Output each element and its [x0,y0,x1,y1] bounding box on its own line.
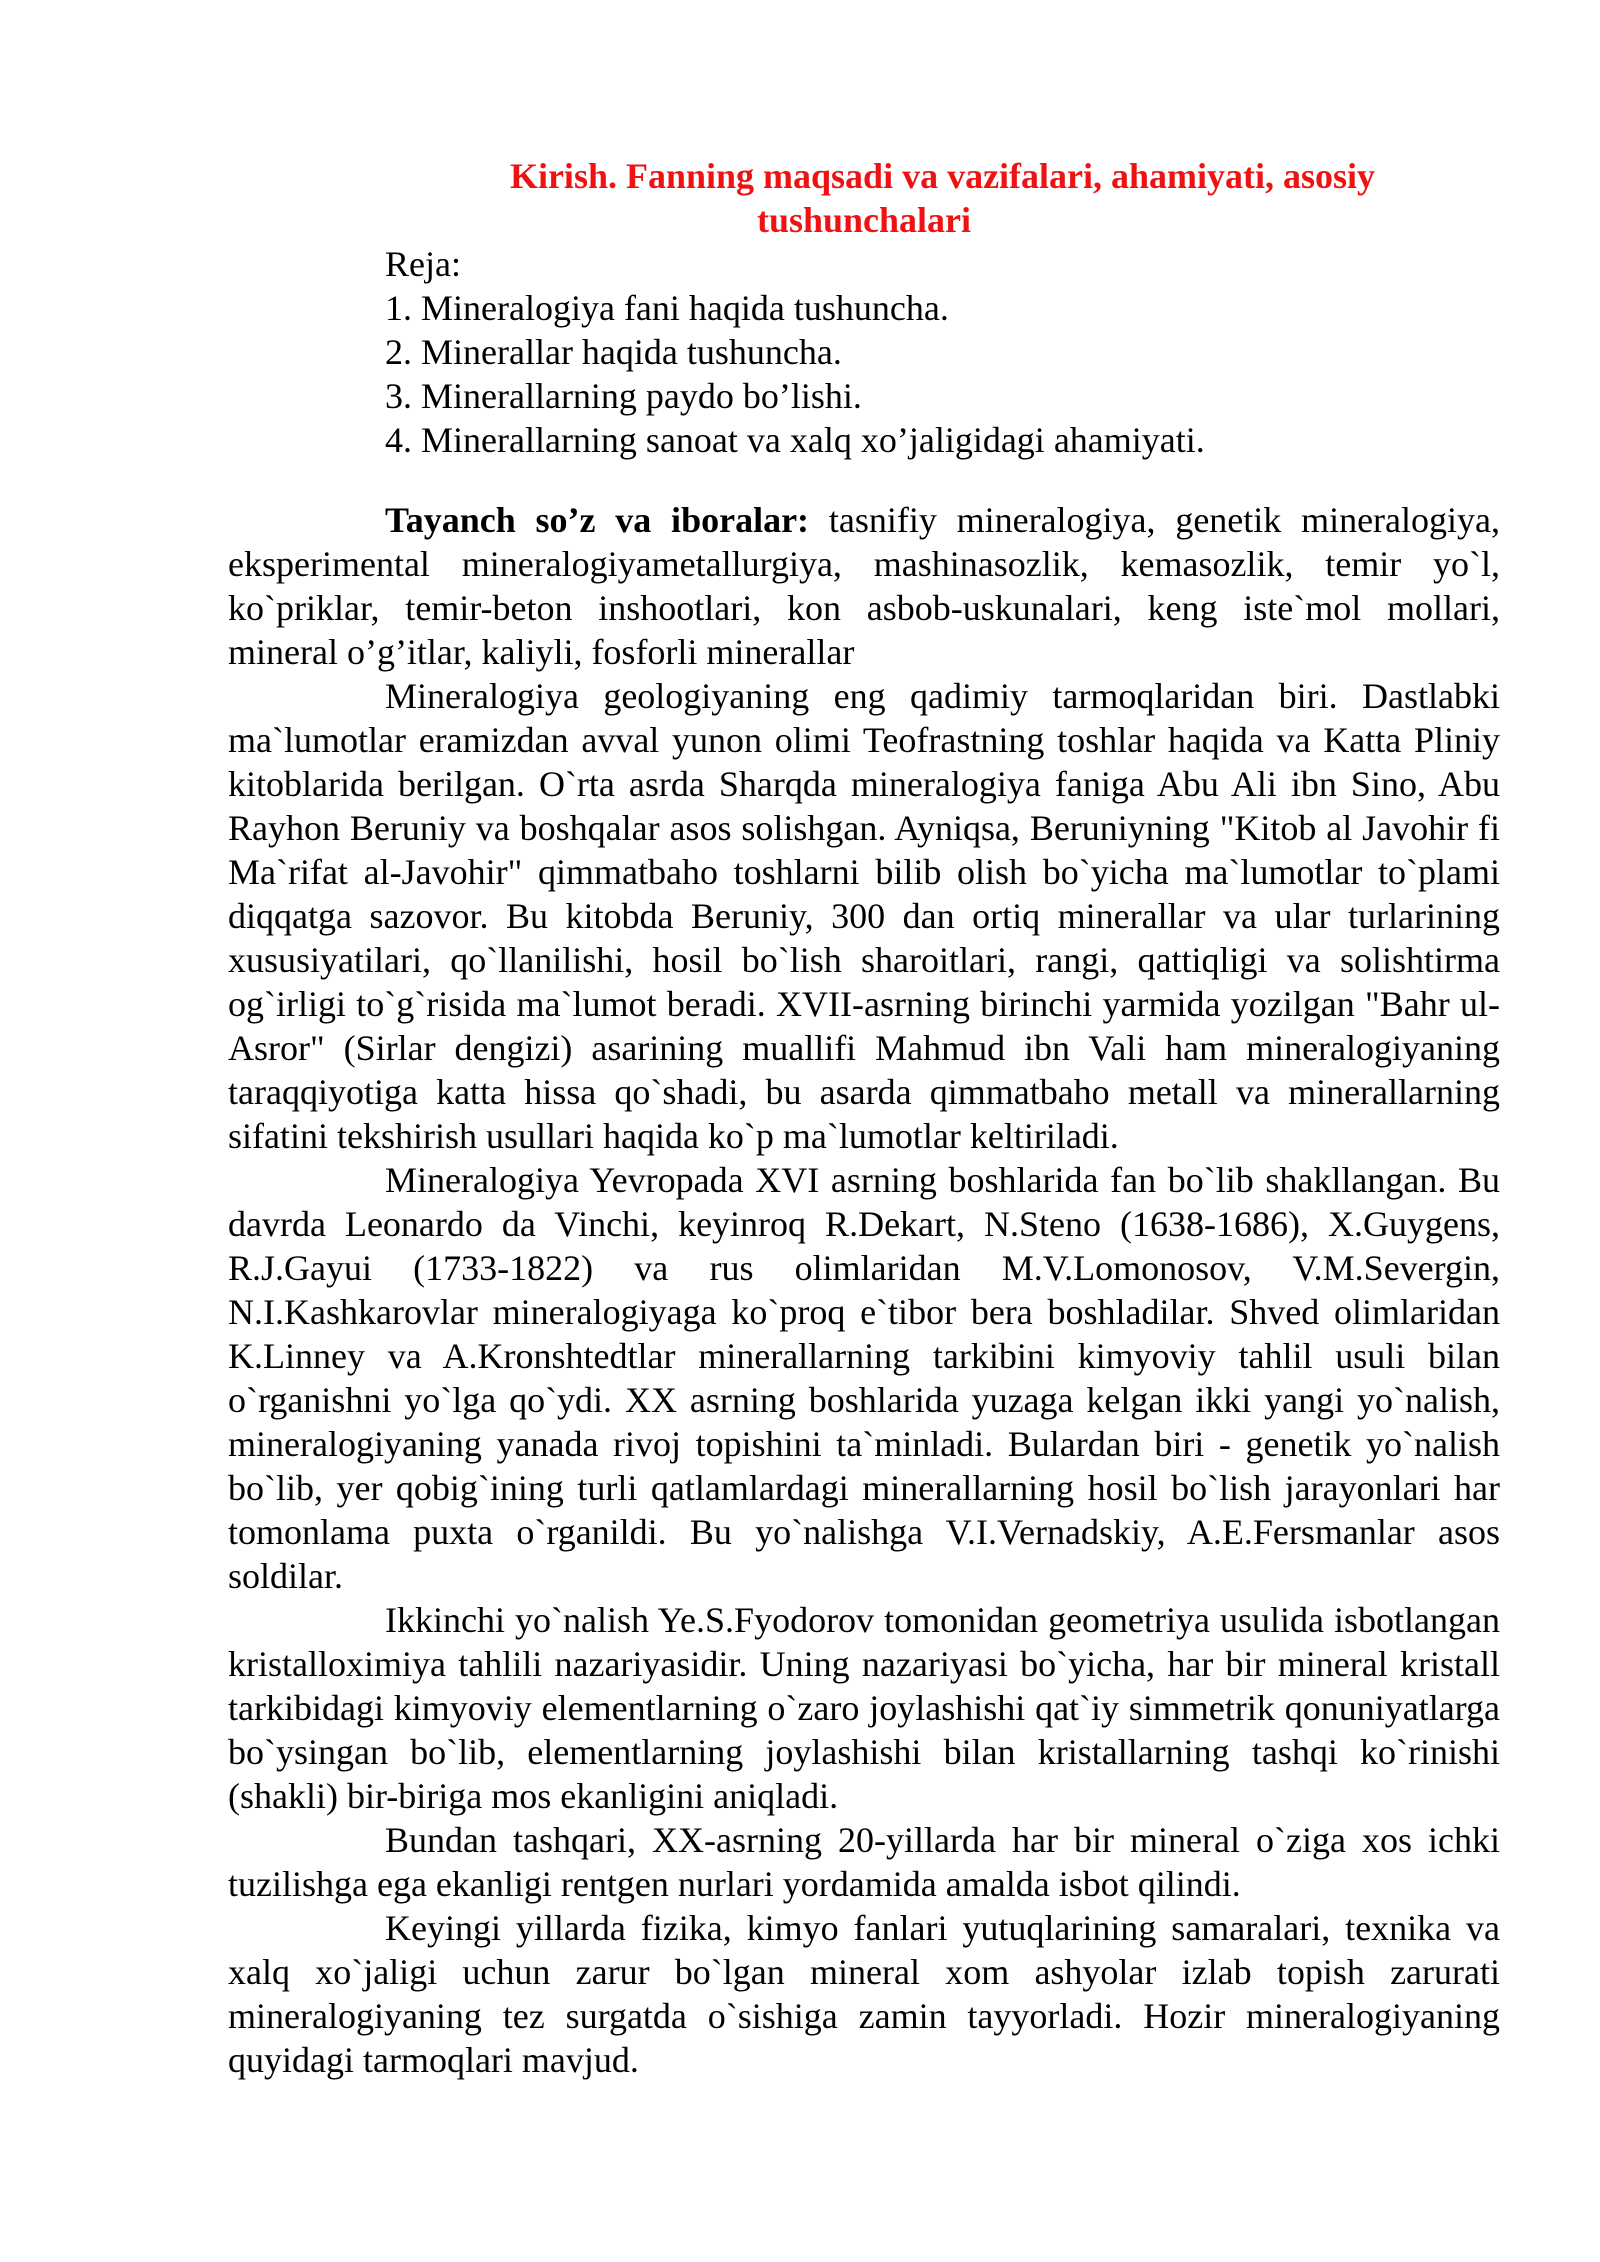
paragraph-europe: Mineralogiya Yevropada XVI asrning boshlarida fan bo`lib shakllangan. Bu davrda Leonardo da Vinchi, keyinroq R.Dekart, N.Steno (1638-1686), X.Guygens, R.J.Gayui (1733-1822) va rus olimlaridan M.V.Lomonosov, V.M.Severgin, N.I.Kashkarovlar mineralogiyaga ko`proq e`tibor bera boshladilar. Shved olimlaridan K.Linney va A.Kronshtedtlar minerallarning tarkibini kimyoviy tahlil usuli bilan o`rganishni yo`lga qo`ydi. XX asrning boshlarida yuzaga kelgan ikki yangi yo`nalish, mineralogiyaning yanada rivoj topishini ta`minladi. Bulardan biri - genetik yo`nalish bo`lib, yer qobig`ining turli qatlamlardagi minerallarning hosil bo`lish jarayonlari har tomonlama puxta o`rganildi. Bu yo`nalishga V.I.Vernadskiy, A.E.Fersmanlar asos soldilar. [228,1160,1500,1596]
plan-item-3: 3. Minerallarning paydo bo’lishi. [385,376,862,416]
plan-item-1: 1. Mineralogiya fani haqida tushuncha. [385,288,949,328]
paragraph-history: Mineralogiya geologiyaning eng qadimiy tarmoqlaridan biri. Dastlabki ma`lumotlar eramizdan avval yunon olimi Teofrastning toshlar haqida va Katta Pliniy kitoblarida berilgan. O`rta asrda Sharqda mineralogiya faniga Abu Ali ibn Sino, Abu Rayhon Beruniy va boshqalar asos solishgan. Ayniqsa, Beruniyning "Kitob al Javohir fi Ma`rifat al-Javohir" qimmatbaho toshlarni bilib olish bo`yicha ma`lumotlar to`plami diqqatga sazovor. Bu kitobda Beruniy, 300 dan ortiq minerallar va ular turlarining xususiyatilari, qo`llanilishi, hosil bo`lish sharoitlari, rangi, qattiqligi va solishtirma og`irligi to`g`risida ma`lumot beradi. XVII-asrning birinchi yarmida yozilgan "Bahr ul-Asror" (Sirlar dengizi) asarining muallifi Mahmud ibn Vali ham mineralogiyaning taraqqiyotiga katta hissa qo`shadi, bu asarda qimmatbaho metall va minerallarning sifatini tekshirish usullari haqida ko`p ma`lumotlar keltiriladi. [228,676,1500,1156]
plan-item-4: 4. Minerallarning sanoat va xalq xo’jaligidagi ahamiyati. [385,420,1205,460]
document-content [228,154,1500,2082]
paragraph-second-direction: Ikkinchi yo`nalish Ye.S.Fyodorov tomonidan geometriya usulida isbotlangan kristalloximiya tahlili nazariyasidir. Uning nazariyasi bo`yicha, har bir mineral kristall tarkibidagi kimyoviy elementlarning o`zaro joylashishi qat`iy simmetrik qonuniyatlarga bo`ysingan bo`lib, elementlarning joylashishi bilan kristallarning tashqi ko`rinishi (shakli) bir-biriga mos ekanligini aniqladi. [228,1600,1500,1816]
keywords-text: tasnifiy mineralogiya, genetik mineralogiya, eksperimental mineralogiyametallurgiya, mashinasozlik, kemasozlik, temir yo`l, ko`priklar, temir-beton inshootlari, kon asbob-uskunalari, keng iste`mol mollari, mineral o’g’itlar, kaliyli, fosforli minerallar [228,500,1500,672]
plan-heading: Reja: [385,244,461,284]
paragraph-recent-years: Keyingi yillarda fizika, kimyo fanlari yutuqlarining samaralari, texnika va xalq xo`jaligi uchun zarur bo`lgan mineral xom ashyolar izlab topish zarurati mineralogiyaning tez surgatda o`sishiga zamin tayyorladi. Hozir mineralogiyaning quyidagi tarmoqlari mavjud. [228,1908,1500,2080]
title-line-1: Kirish. Fanning maqsadi va vazifalari, ahamiyati, asosiy [509,156,1376,196]
plan-item-2: 2. Minerallar haqida tushuncha. [385,332,842,372]
title-line-2: tushunchalari [756,200,972,240]
keywords-paragraph [228,498,1500,674]
plan-section [385,242,1500,462]
keywords-label: Tayanch so’z va iboralar: [385,500,810,540]
document-title [228,154,1500,242]
paragraph-xray: Bundan tashqari, XX-asrning 20-yillarda har bir mineral o`ziga xos ichki tuzilishga ega ekanligi rentgen nurlari yordamida amalda isbot qilindi. [228,1820,1500,1904]
